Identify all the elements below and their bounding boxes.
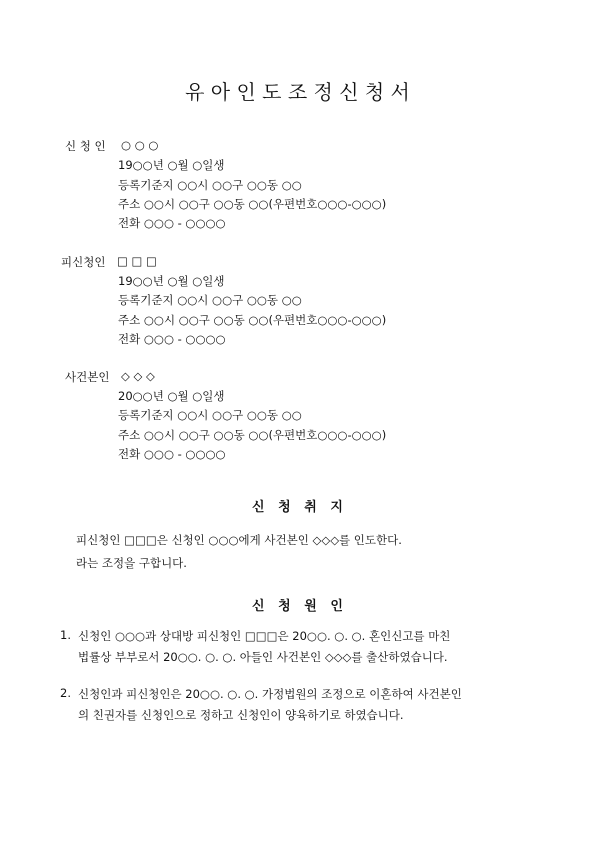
applicant-phone: 전화 ○○○ - ○○○○: [118, 216, 226, 230]
subject-address: 주소 ○○시 ○○구 ○○동 ○○(우편번호○○○-○○○): [118, 428, 387, 442]
subject-label: 사건본인: [65, 370, 110, 384]
cause-item-number: 1.: [60, 628, 71, 642]
applicant-registry: 등록기준지 ○○시 ○○구 ○○동 ○○: [118, 178, 302, 192]
cause-heading: 신 청 원 인: [252, 599, 343, 614]
respondent-registry: 등록기준지 ○○시 ○○구 ○○동 ○○: [118, 293, 302, 307]
cause-item-line-1: 신청인과 피신청인은 20○○. ○. ○. 가정법원의 조정으로 이혼하여 사건본인: [78, 687, 462, 701]
respondent-label: 피신청인: [61, 255, 106, 269]
subject-phone: 전화 ○○○ - ○○○○: [118, 447, 226, 461]
respondent-address: 주소 ○○시 ○○구 ○○동 ○○(우편번호○○○-○○○): [118, 313, 387, 327]
purpose-heading: 신 청 취 지: [252, 500, 343, 515]
cause-item-number: 2.: [60, 686, 71, 700]
respondent-phone: 전화 ○○○ - ○○○○: [118, 332, 226, 346]
subject-registry: 등록기준지 ○○시 ○○구 ○○동 ○○: [118, 408, 302, 422]
purpose-line-2: 라는 조정을 구합니다.: [76, 556, 187, 570]
subject-name: ◇ ◇ ◇: [121, 369, 155, 383]
cause-item-line-2: 법률상 부부로서 20○○. ○. ○. 아들인 사건본인 ◇◇◇를 출산하였습니다.: [78, 650, 448, 664]
applicant-address: 주소 ○○시 ○○구 ○○동 ○○(우편번호○○○-○○○): [118, 197, 387, 211]
document-title: 유 아 인 도 조 정 신 청 서: [185, 80, 410, 104]
applicant-label: 신 청 인: [65, 139, 106, 153]
applicant-birth: 19○○년 ○월 ○일생: [118, 158, 225, 172]
applicant-name: ○ ○ ○: [121, 138, 159, 152]
subject-birth: 20○○년 ○월 ○일생: [118, 389, 225, 403]
respondent-name: □ □ □: [117, 254, 157, 268]
respondent-birth: 19○○년 ○월 ○일생: [118, 274, 225, 288]
cause-item-line-2: 의 친권자를 신청인으로 정하고 신청인이 양육하기로 하였습니다.: [78, 708, 404, 722]
cause-item-line-1: 신청인 ○○○과 상대방 피신청인 □□□은 20○○. ○. ○. 혼인신고를 마친: [78, 629, 451, 643]
purpose-line-1: 피신청인 □□□은 신청인 ○○○에게 사건본인 ◇◇◇를 인도한다.: [76, 533, 402, 547]
